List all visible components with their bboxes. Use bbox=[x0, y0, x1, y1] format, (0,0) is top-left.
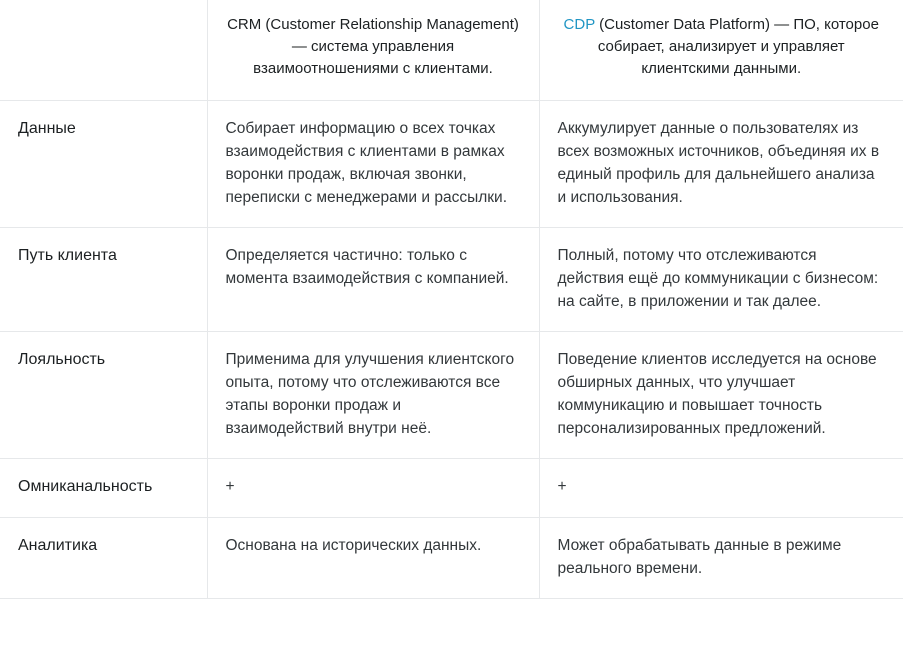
row-label-dannye: Данные bbox=[0, 101, 207, 228]
table-row bbox=[0, 332, 903, 459]
cell-crm-loyalnost: Применима для улучшения клиентского опыта, потому что отслеживаются все этапы воронки продаж и взаимодействий внутри неё. bbox=[207, 332, 539, 459]
cell-cdp-analitika: Может обрабатывать данные в режиме реального времени. bbox=[539, 518, 903, 599]
cdp-header-description: (Customer Data Platform) — ПО, которое собирает, анализирует и управляет клиентскими данными. bbox=[594, 16, 879, 77]
table-row bbox=[0, 101, 903, 228]
cell-crm-dannye: Собирает информацию о всех точках взаимодействия с клиентами в рамках воронки продаж, включая звонки, переписки с менеджерами и рассылки. bbox=[207, 101, 539, 228]
table-row bbox=[0, 518, 903, 599]
row-label-loyalnost: Лояльность bbox=[0, 332, 207, 459]
table-row bbox=[0, 459, 903, 518]
column-header-cdp bbox=[539, 0, 903, 101]
corner-empty-spacer bbox=[18, 14, 189, 36]
cell-crm-analitika: Основана на исторических данных. bbox=[207, 518, 539, 599]
crm-header-description: (Customer Relationship Management) — система управления взаимоотношениями с клиентами. bbox=[253, 16, 519, 77]
row-label-put-klienta: Путь клиента bbox=[0, 228, 207, 332]
cell-cdp-put-klienta: Полный, потому что отслеживаются действия ещё до коммуникации с бизнесом: на сайте, в приложении и так далее. bbox=[539, 228, 903, 332]
table-header-row bbox=[0, 0, 903, 101]
table-corner-cell bbox=[0, 0, 207, 101]
row-label-analitika: Аналитика bbox=[0, 518, 207, 599]
crm-header-text bbox=[226, 14, 521, 80]
cell-cdp-omnikanalnost: + bbox=[539, 459, 903, 518]
cdp-header-text bbox=[558, 14, 886, 80]
table-row bbox=[0, 228, 903, 332]
cell-cdp-loyalnost: Поведение клиентов исследуется на основе обширных данных, что улучшает коммуникацию и повышает точность персонализированных предложений. bbox=[539, 332, 903, 459]
table-body bbox=[0, 101, 903, 599]
column-header-crm bbox=[207, 0, 539, 101]
cell-cdp-dannye: Аккумулирует данные о пользователях из всех возможных источников, объединяя их в единый профиль для дальнейшего анализа и использования. bbox=[539, 101, 903, 228]
cell-crm-omnikanalnost: + bbox=[207, 459, 539, 518]
row-label-omnikanalnost: Омниканальность bbox=[0, 459, 207, 518]
cell-crm-put-klienta: Определяется частично: только с момента взаимодействия с компанией. bbox=[207, 228, 539, 332]
cdp-header-term: CDP bbox=[563, 16, 595, 33]
crm-header-term: CRM bbox=[227, 16, 262, 33]
